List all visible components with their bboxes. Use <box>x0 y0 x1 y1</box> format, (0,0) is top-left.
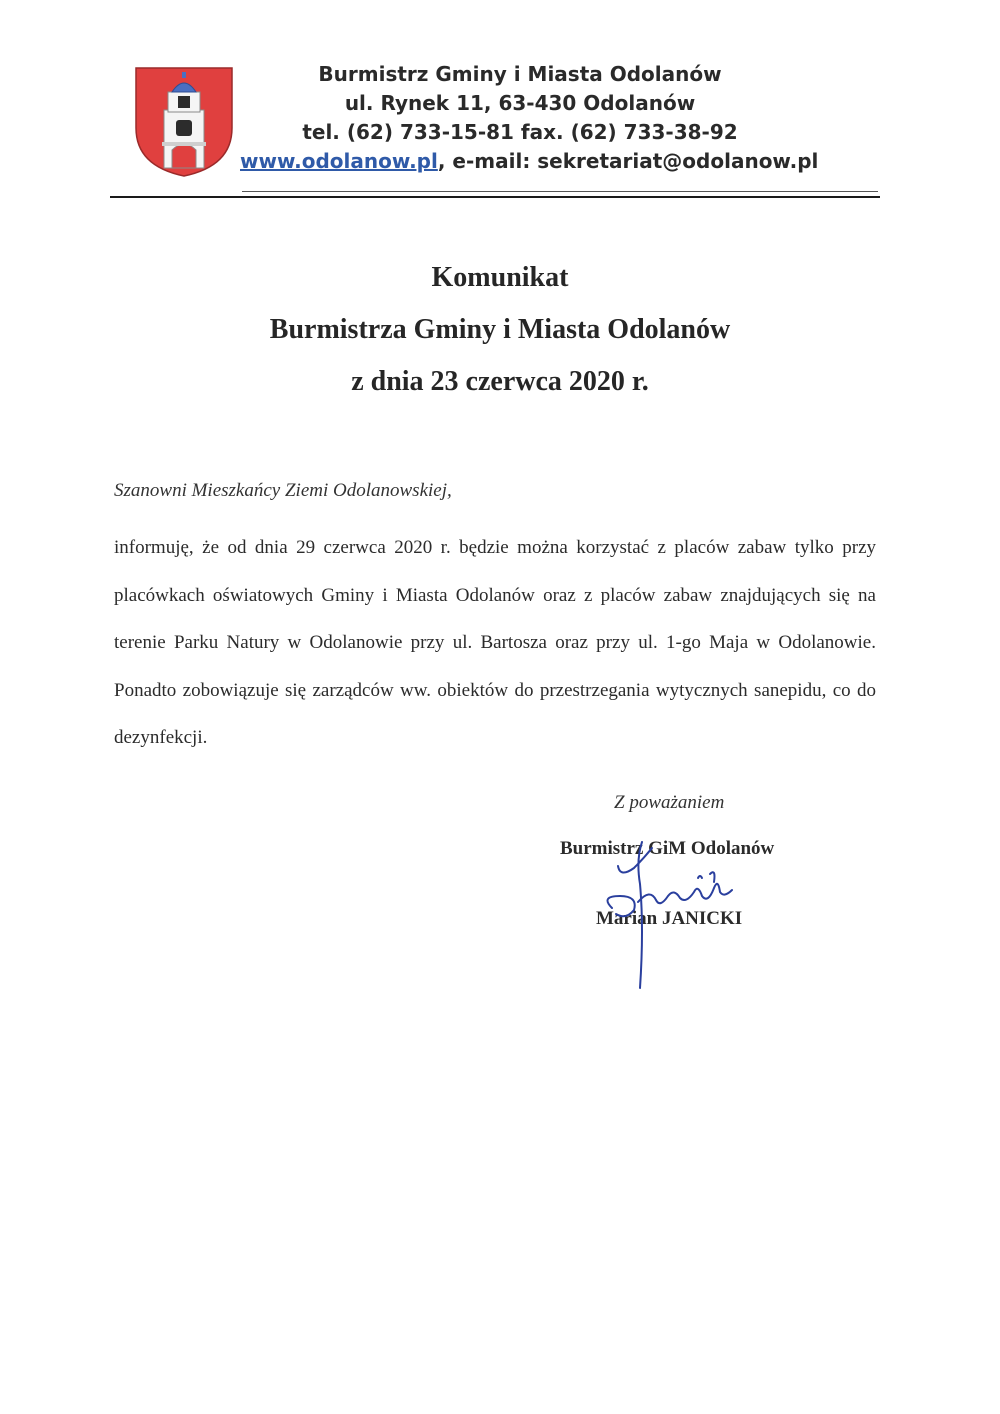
letterhead-divider-thin <box>242 191 878 192</box>
letterhead-text <box>240 60 819 176</box>
title-line-2: Burmistrza Gminy i Miasta Odolanów <box>269 314 731 345</box>
document-title <box>0 252 1000 408</box>
letterhead <box>0 0 1000 210</box>
website-link[interactable]: www.odolanow.pl <box>240 149 438 173</box>
greeting: Szanowni Mieszkańcy Ziemi Odolanowskiej, <box>114 480 452 501</box>
office-address: ul. Rynek 11, 63-430 Odolanów <box>344 91 696 115</box>
closing: Z poważaniem <box>614 792 725 813</box>
handwritten-signature-icon <box>590 838 750 998</box>
office-phone: tel. (62) 733-15-81 fax. (62) 733-38-92 <box>302 120 738 144</box>
office-name: Burmistrz Gminy i Miasta Odolanów <box>318 62 722 86</box>
signer-title: Burmistrz GiM Odolanów <box>560 838 775 859</box>
office-email: , e-mail: sekretariat@odolanow.pl <box>437 149 819 173</box>
office-contact <box>240 147 819 176</box>
coat-of-arms-icon <box>134 66 234 178</box>
signer-name: Marian JANICKI <box>596 908 743 929</box>
title-line-3: z dnia 23 czerwca 2020 r. <box>351 366 649 397</box>
letterhead-divider <box>110 196 880 198</box>
title-line-1: Komunikat <box>431 262 569 293</box>
body-paragraph: informuję, że od dnia 29 czerwca 2020 r. będzie można korzystać z placów zabaw tylko przy placówkach oświatowych Gminy i Miasta Odolanów oraz z placów zabaw znajdujących się na terenie Parku Natury w Odolanowie przy ul. Bartosza oraz przy ul. 1-go Maja w Odolanowie. Ponadto zobowiązuje się zarządców ww. obiektów do przestrzegania wytycznych sanepidu, co do dezynfekcji. <box>114 537 876 748</box>
